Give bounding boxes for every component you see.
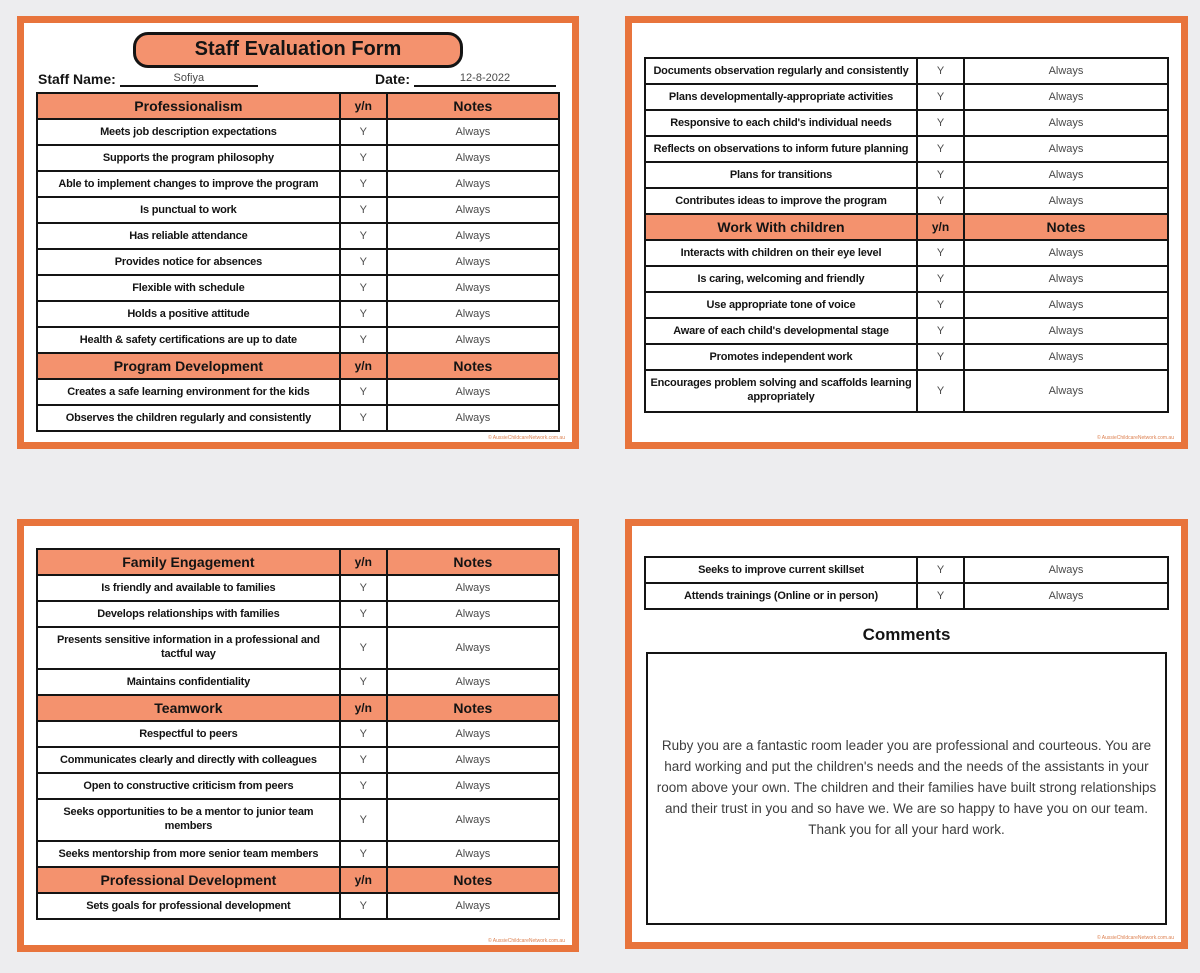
criterion-label: Supports the program philosophy bbox=[37, 145, 340, 171]
criterion-label: Is friendly and available to families bbox=[37, 575, 340, 601]
criterion-label: Is caring, welcoming and friendly bbox=[645, 266, 917, 292]
yn-value: Y bbox=[340, 405, 387, 431]
criterion-label: Plans developmentally-appropriate activities bbox=[645, 84, 917, 110]
yn-value: Y bbox=[917, 292, 964, 318]
criterion-label: Responsive to each child's individual needs bbox=[645, 110, 917, 136]
eval-row bbox=[645, 58, 1168, 84]
date-value: 12-8-2022 bbox=[459, 72, 511, 84]
eval-row bbox=[645, 110, 1168, 136]
eval-row bbox=[37, 327, 559, 353]
criterion-label: Is punctual to work bbox=[37, 197, 340, 223]
notes-value: Always bbox=[387, 721, 559, 747]
notes-value: Always bbox=[387, 223, 559, 249]
notes-value: Always bbox=[964, 162, 1168, 188]
eval-row bbox=[645, 84, 1168, 110]
watermark: © AussieChildcareNetwork.com.au bbox=[1096, 435, 1174, 441]
notes-value: Always bbox=[387, 747, 559, 773]
criterion-label: Open to constructive criticism from peers bbox=[37, 773, 340, 799]
section-title: Professionalism bbox=[37, 93, 340, 119]
criterion-label: Contributes ideas to improve the program bbox=[645, 188, 917, 214]
eval-row bbox=[37, 119, 559, 145]
yn-value: Y bbox=[340, 601, 387, 627]
notes-value: Always bbox=[964, 58, 1168, 84]
criterion-label: Flexible with schedule bbox=[37, 275, 340, 301]
criterion-label: Presents sensitive information in a professional and tactful way bbox=[37, 627, 340, 669]
eval-row bbox=[645, 370, 1168, 412]
notes-column-header: Notes bbox=[387, 867, 559, 893]
criterion-label: Creates a safe learning environment for the kids bbox=[37, 379, 340, 405]
yn-value: Y bbox=[340, 119, 387, 145]
eval-row bbox=[37, 379, 559, 405]
notes-value: Always bbox=[387, 301, 559, 327]
section-title: Work With children bbox=[645, 214, 917, 240]
section-header-row bbox=[37, 867, 559, 893]
notes-value: Always bbox=[964, 110, 1168, 136]
criterion-label: Seeks to improve current skillset bbox=[645, 557, 917, 583]
watermark: © AussieChildcareNetwork.com.au bbox=[1096, 935, 1174, 941]
section-header-row bbox=[645, 214, 1168, 240]
notes-value: Always bbox=[964, 344, 1168, 370]
evaluation-table-page1 bbox=[36, 92, 560, 432]
notes-value: Always bbox=[387, 799, 559, 841]
notes-value: Always bbox=[387, 601, 559, 627]
yn-value: Y bbox=[340, 893, 387, 919]
section-title: Family Engagement bbox=[37, 549, 340, 575]
notes-value: Always bbox=[387, 379, 559, 405]
notes-value: Always bbox=[387, 627, 559, 669]
notes-value: Always bbox=[387, 327, 559, 353]
watermark: © AussieChildcareNetwork.com.au bbox=[487, 938, 565, 944]
yn-value: Y bbox=[340, 799, 387, 841]
criterion-label: Develops relationships with families bbox=[37, 601, 340, 627]
eval-row bbox=[37, 171, 559, 197]
yn-column-header: y/n bbox=[340, 867, 387, 893]
notes-value: Always bbox=[964, 583, 1168, 609]
notes-value: Always bbox=[387, 119, 559, 145]
evaluation-table-page3 bbox=[36, 548, 560, 920]
yn-value: Y bbox=[340, 841, 387, 867]
criterion-label: Meets job description expectations bbox=[37, 119, 340, 145]
form-page-3 bbox=[17, 519, 579, 952]
eval-row bbox=[37, 145, 559, 171]
yn-column-header: y/n bbox=[340, 93, 387, 119]
yn-value: Y bbox=[340, 773, 387, 799]
yn-value: Y bbox=[340, 627, 387, 669]
criterion-label: Able to implement changes to improve the program bbox=[37, 171, 340, 197]
evaluation-table-page4 bbox=[644, 556, 1169, 610]
criterion-label: Interacts with children on their eye level bbox=[645, 240, 917, 266]
yn-value: Y bbox=[340, 301, 387, 327]
section-title: Teamwork bbox=[37, 695, 340, 721]
yn-value: Y bbox=[917, 344, 964, 370]
yn-value: Y bbox=[340, 747, 387, 773]
criterion-label: Has reliable attendance bbox=[37, 223, 340, 249]
yn-value: Y bbox=[917, 266, 964, 292]
criterion-label: Promotes independent work bbox=[645, 344, 917, 370]
yn-value: Y bbox=[340, 223, 387, 249]
yn-value: Y bbox=[917, 188, 964, 214]
criterion-label: Provides notice for absences bbox=[37, 249, 340, 275]
criterion-label: Observes the children regularly and consistently bbox=[37, 405, 340, 431]
notes-value: Always bbox=[964, 318, 1168, 344]
notes-value: Always bbox=[387, 405, 559, 431]
yn-value: Y bbox=[917, 110, 964, 136]
section-header-row bbox=[37, 695, 559, 721]
yn-value: Y bbox=[917, 162, 964, 188]
section-header-row bbox=[37, 353, 559, 379]
notes-value: Always bbox=[964, 136, 1168, 162]
criterion-label: Respectful to peers bbox=[37, 721, 340, 747]
eval-row bbox=[37, 575, 559, 601]
notes-value: Always bbox=[387, 669, 559, 695]
yn-value: Y bbox=[917, 318, 964, 344]
comments-text: Ruby you are a fantastic room leader you are professional and courteous. You are hard working and put the children's needs and the needs of the assistants in your room above your own. The children and their families have built strong relationships and their trust in you and so have we. We are so happy to have you on our team. Thank you for all your hard work. bbox=[656, 738, 1157, 837]
notes-value: Always bbox=[964, 188, 1168, 214]
staff-name-value: Sofiya bbox=[173, 72, 205, 84]
form-page-2 bbox=[625, 16, 1188, 449]
section-title: Professional Development bbox=[37, 867, 340, 893]
criterion-label: Use appropriate tone of voice bbox=[645, 292, 917, 318]
criterion-label: Plans for transitions bbox=[645, 162, 917, 188]
notes-value: Always bbox=[387, 197, 559, 223]
notes-column-header: Notes bbox=[387, 549, 559, 575]
yn-value: Y bbox=[917, 370, 964, 412]
eval-row bbox=[645, 292, 1168, 318]
yn-value: Y bbox=[917, 583, 964, 609]
eval-row bbox=[645, 266, 1168, 292]
yn-value: Y bbox=[340, 669, 387, 695]
eval-row bbox=[645, 344, 1168, 370]
yn-value: Y bbox=[340, 721, 387, 747]
watermark: © AussieChildcareNetwork.com.au bbox=[487, 435, 565, 441]
eval-row bbox=[37, 773, 559, 799]
eval-row bbox=[37, 841, 559, 867]
date-field bbox=[414, 71, 556, 87]
yn-value: Y bbox=[340, 249, 387, 275]
criterion-label: Seeks mentorship from more senior team members bbox=[37, 841, 340, 867]
yn-value: Y bbox=[917, 240, 964, 266]
criterion-label: Communicates clearly and directly with colleagues bbox=[37, 747, 340, 773]
eval-row bbox=[645, 188, 1168, 214]
yn-value: Y bbox=[917, 58, 964, 84]
criterion-label: Aware of each child's developmental stage bbox=[645, 318, 917, 344]
eval-row bbox=[645, 162, 1168, 188]
eval-row bbox=[37, 747, 559, 773]
yn-value: Y bbox=[340, 379, 387, 405]
form-page-4 bbox=[625, 519, 1188, 949]
yn-value: Y bbox=[340, 275, 387, 301]
comments-heading: Comments bbox=[862, 625, 951, 644]
eval-row bbox=[37, 799, 559, 841]
criterion-label: Maintains confidentiality bbox=[37, 669, 340, 695]
date-label: Date: bbox=[374, 71, 410, 87]
yn-value: Y bbox=[340, 171, 387, 197]
eval-row bbox=[37, 301, 559, 327]
evaluation-table-page2 bbox=[644, 57, 1169, 413]
eval-row bbox=[37, 405, 559, 431]
notes-value: Always bbox=[964, 292, 1168, 318]
eval-row bbox=[37, 627, 559, 669]
notes-value: Always bbox=[387, 841, 559, 867]
eval-row bbox=[37, 721, 559, 747]
criterion-label: Encourages problem solving and scaffolds learning appropriately bbox=[645, 370, 917, 412]
eval-row bbox=[37, 223, 559, 249]
criterion-label: Sets goals for professional development bbox=[37, 893, 340, 919]
yn-value: Y bbox=[340, 145, 387, 171]
criterion-label: Documents observation regularly and consistently bbox=[645, 58, 917, 84]
notes-value: Always bbox=[387, 575, 559, 601]
notes-column-header: Notes bbox=[387, 93, 559, 119]
eval-row bbox=[645, 583, 1168, 609]
eval-row bbox=[37, 249, 559, 275]
form-title-box bbox=[133, 32, 463, 68]
eval-row bbox=[37, 893, 559, 919]
yn-value: Y bbox=[340, 197, 387, 223]
name-date-row bbox=[38, 71, 556, 87]
eval-row bbox=[645, 557, 1168, 583]
section-header-row bbox=[37, 93, 559, 119]
comments-box bbox=[646, 652, 1167, 925]
notes-column-header: Notes bbox=[387, 695, 559, 721]
notes-value: Always bbox=[387, 249, 559, 275]
notes-value: Always bbox=[964, 240, 1168, 266]
notes-value: Always bbox=[387, 145, 559, 171]
yn-value: Y bbox=[340, 575, 387, 601]
criterion-label: Holds a positive attitude bbox=[37, 301, 340, 327]
notes-value: Always bbox=[387, 893, 559, 919]
notes-column-header: Notes bbox=[387, 353, 559, 379]
criterion-label: Attends trainings (Online or in person) bbox=[645, 583, 917, 609]
notes-value: Always bbox=[387, 171, 559, 197]
notes-column-header: Notes bbox=[964, 214, 1168, 240]
eval-row bbox=[37, 669, 559, 695]
yn-value: Y bbox=[917, 84, 964, 110]
criterion-label: Reflects on observations to inform future planning bbox=[645, 136, 917, 162]
eval-row bbox=[645, 318, 1168, 344]
yn-value: Y bbox=[917, 557, 964, 583]
notes-value: Always bbox=[964, 557, 1168, 583]
staff-name-label: Staff Name: bbox=[38, 71, 116, 87]
criterion-label: Health & safety certifications are up to date bbox=[37, 327, 340, 353]
staff-name-field bbox=[120, 71, 258, 87]
notes-value: Always bbox=[387, 773, 559, 799]
eval-row bbox=[37, 197, 559, 223]
section-header-row bbox=[37, 549, 559, 575]
yn-value: Y bbox=[917, 136, 964, 162]
notes-value: Always bbox=[964, 266, 1168, 292]
yn-column-header: y/n bbox=[917, 214, 964, 240]
eval-row bbox=[645, 136, 1168, 162]
eval-row bbox=[37, 601, 559, 627]
eval-row bbox=[37, 275, 559, 301]
eval-row bbox=[645, 240, 1168, 266]
form-title: Staff Evaluation Form bbox=[194, 38, 402, 60]
criterion-label: Seeks opportunities to be a mentor to junior team members bbox=[37, 799, 340, 841]
notes-value: Always bbox=[964, 84, 1168, 110]
yn-column-header: y/n bbox=[340, 695, 387, 721]
yn-value: Y bbox=[340, 327, 387, 353]
form-page-1 bbox=[17, 16, 579, 449]
section-title: Program Development bbox=[37, 353, 340, 379]
notes-value: Always bbox=[387, 275, 559, 301]
yn-column-header: y/n bbox=[340, 549, 387, 575]
yn-column-header: y/n bbox=[340, 353, 387, 379]
notes-value: Always bbox=[964, 370, 1168, 412]
